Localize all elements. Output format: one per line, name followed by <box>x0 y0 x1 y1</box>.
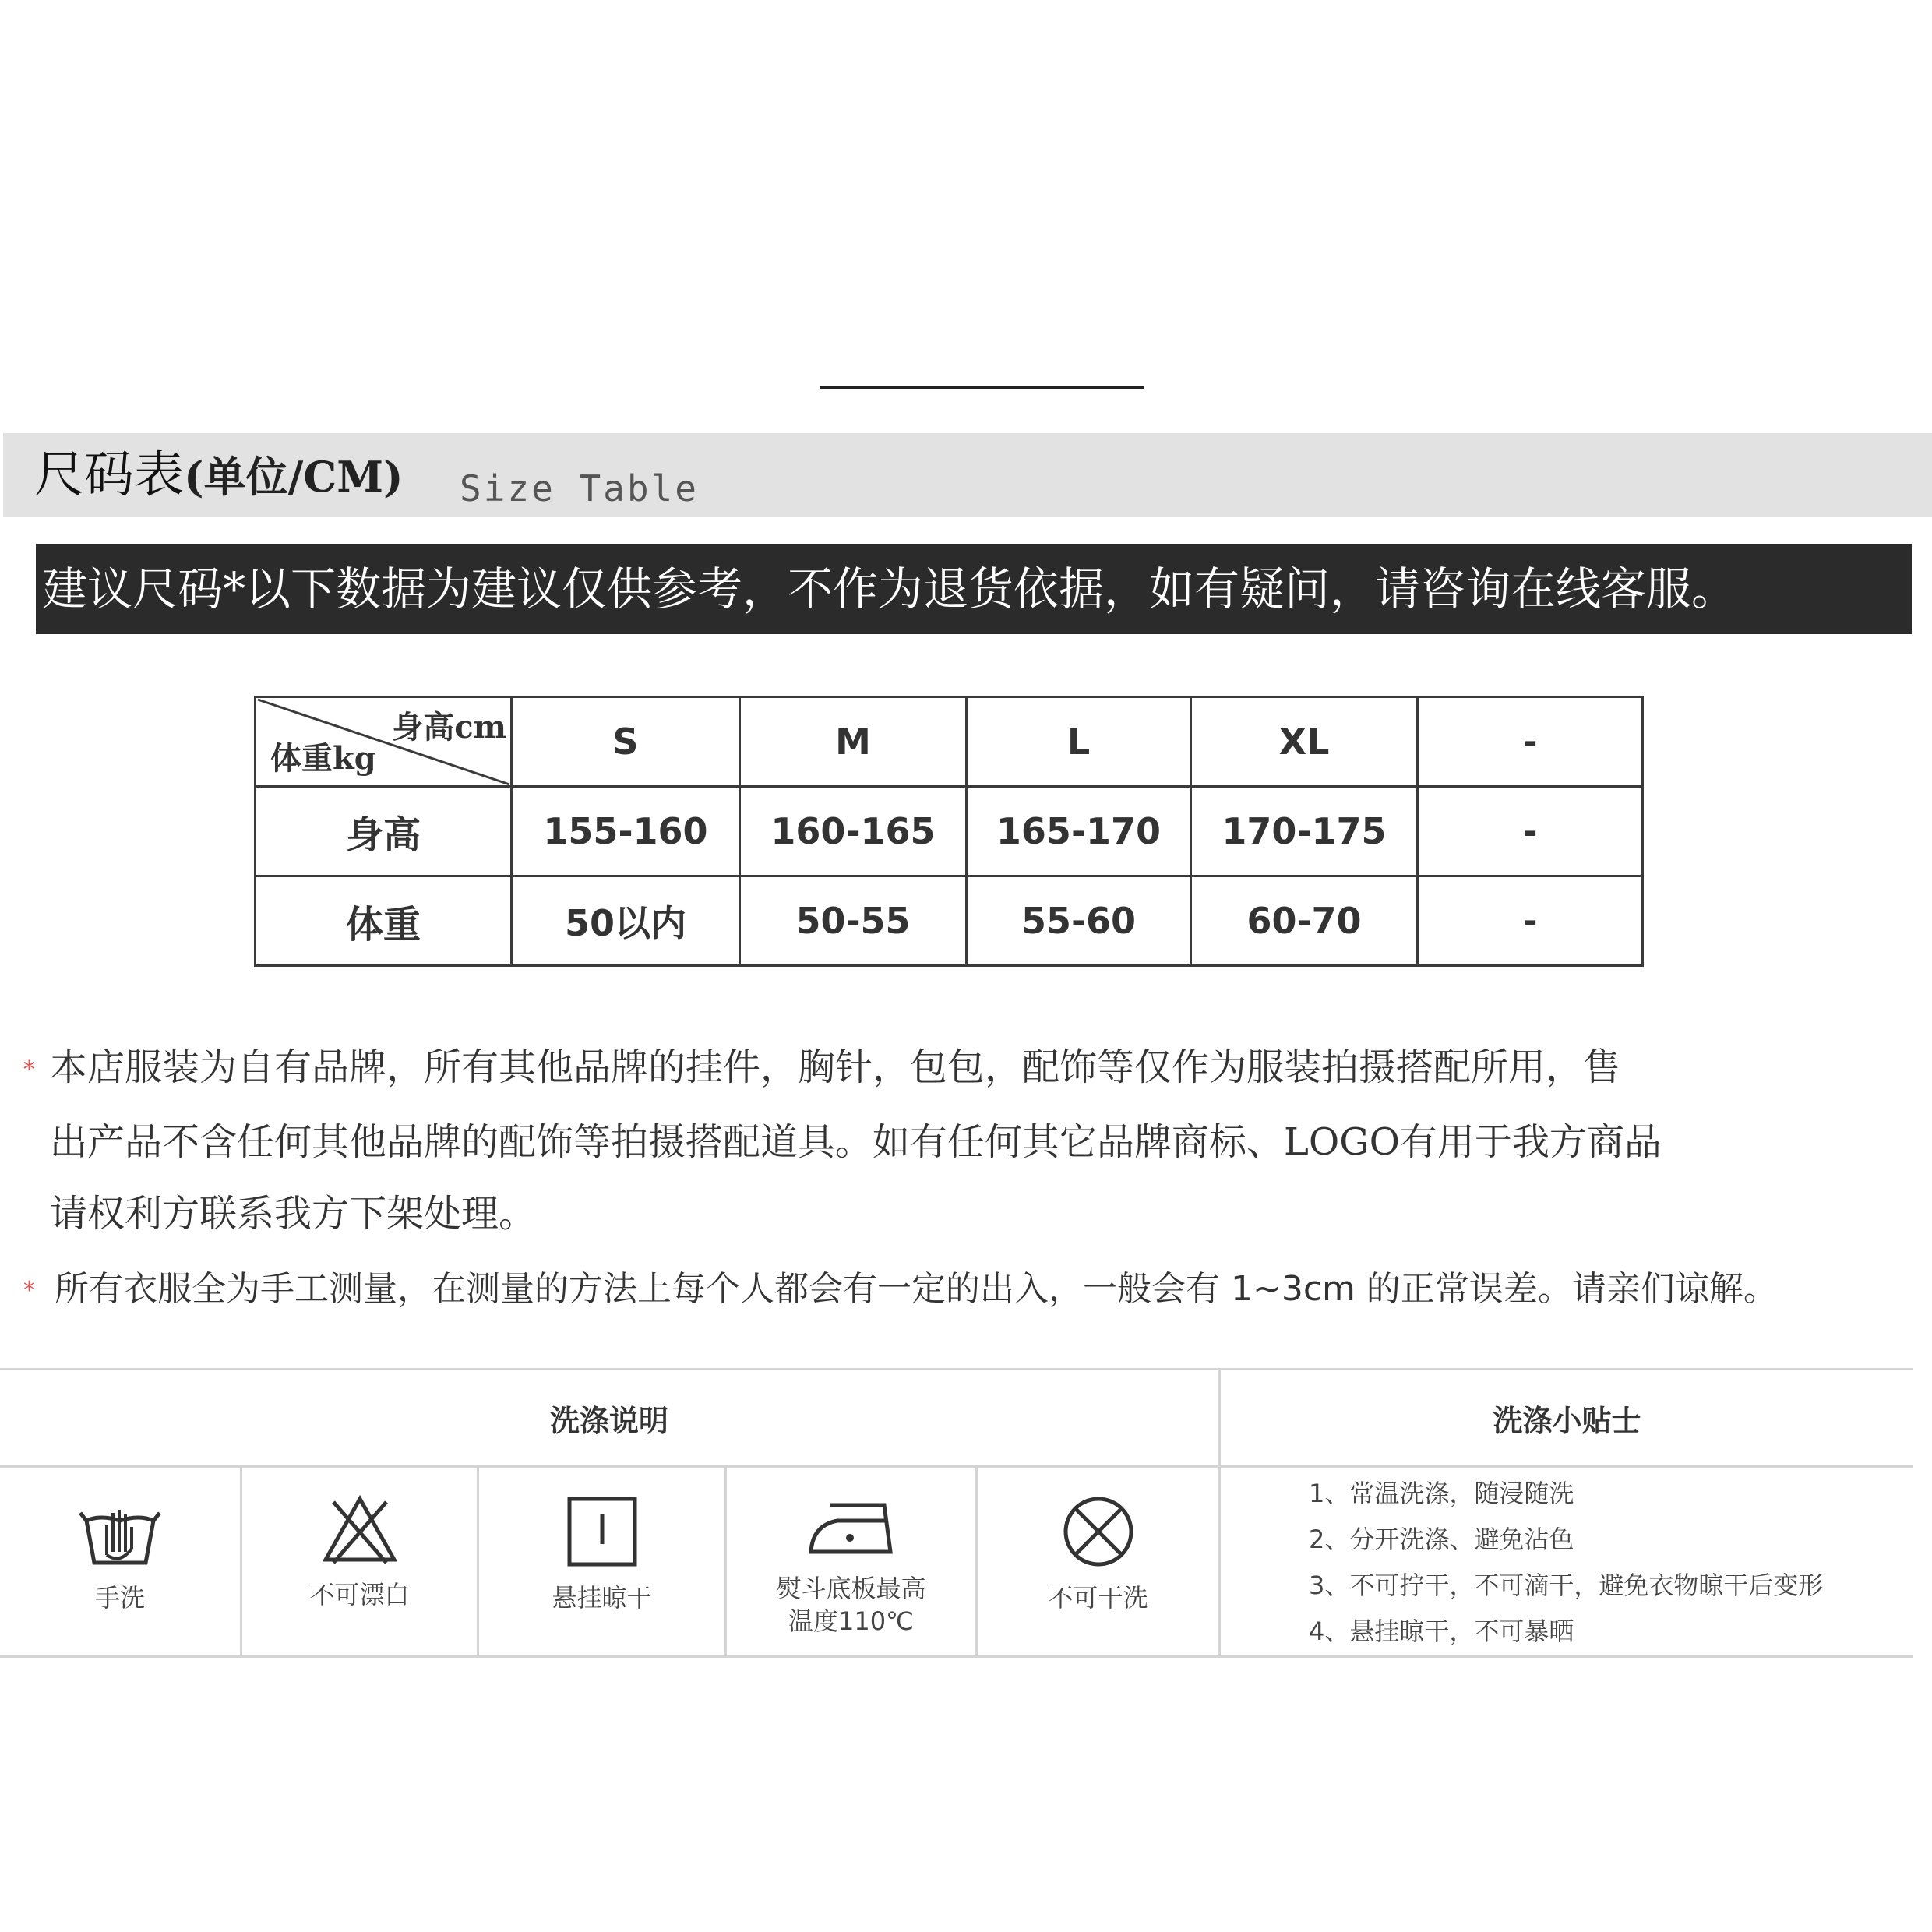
column-header: S <box>612 721 639 763</box>
column-header: M <box>835 721 871 763</box>
wash-tip: 1、常温洗涤，随浸随洗 <box>1309 1479 1574 1508</box>
corner-height-label: 身高cm <box>392 709 506 746</box>
wash-symbol-hand-wash <box>0 1468 240 1658</box>
wash-label: 熨斗底板最高 温度110℃ <box>776 1574 926 1636</box>
table-corner-cell <box>256 698 511 786</box>
table-cell: 50以内 <box>564 902 686 944</box>
brand-note-line: 请权利方联系我方下架处理。 <box>50 1191 537 1236</box>
brand-note <box>23 1031 1662 1250</box>
wash-instructions-header: 洗涤说明 <box>549 1403 668 1438</box>
hang-dry-icon <box>565 1494 640 1569</box>
corner-weight-label: 体重kg <box>270 740 376 777</box>
wash-tips-list <box>1309 1471 1823 1655</box>
wash-label: 不可漂白 <box>309 1580 410 1609</box>
title-en: Size Table <box>460 467 699 509</box>
table-cell: - <box>1522 810 1538 852</box>
measurement-note <box>23 1262 1778 1318</box>
size-table <box>254 696 1644 967</box>
table-cell: 50-55 <box>795 900 911 942</box>
wash-label: 悬挂晾干 <box>552 1583 652 1613</box>
wash-symbol-no-dry-clean <box>978 1468 1218 1658</box>
wash-tip: 3、不可拧干，不可滴干，避免衣物晾干后变形 <box>1309 1571 1824 1600</box>
table-cell: 60-70 <box>1246 900 1362 942</box>
iron-icon <box>806 1494 897 1560</box>
wash-label: 不可干洗 <box>1048 1583 1148 1613</box>
table-cell: 170-175 <box>1222 810 1387 852</box>
column-header: - <box>1522 721 1538 763</box>
wash-tips-header: 洗涤小贴士 <box>1493 1403 1641 1438</box>
row-label-weight: 体重 <box>345 902 421 947</box>
brand-note-line: 出产品不含任何其他品牌的配饰等拍摄搭配道具。如有任何其它品牌商标、LOGO有用于我方商品 <box>50 1119 1662 1164</box>
top-divider <box>820 386 1144 389</box>
wash-tip: 4、悬挂晾干，不可暴晒 <box>1309 1616 1574 1646</box>
no-bleach-icon <box>321 1494 399 1566</box>
row-label-height: 身高 <box>345 813 421 857</box>
table-cell: 155-160 <box>543 810 708 852</box>
table-cell: 165-170 <box>996 810 1162 852</box>
title-unit: (单位/CM) <box>184 452 404 502</box>
table-cell: 55-60 <box>1021 900 1137 942</box>
wash-symbol-iron <box>727 1468 975 1658</box>
wash-symbol-hang-dry <box>479 1468 724 1658</box>
no-dry-clean-icon <box>1061 1494 1136 1569</box>
table-cell: - <box>1522 900 1538 942</box>
notice-text: 建议尺码*以下数据为建议仅供参考，不作为退货依据，如有疑问，请咨询在线客服。 <box>42 562 1737 615</box>
column-header: L <box>1066 721 1091 763</box>
wash-tip: 2、分开洗涤、避免沾色 <box>1309 1525 1574 1554</box>
notice-bar <box>36 544 1912 634</box>
note-star-icon: * <box>23 1277 35 1304</box>
size-table-title <box>34 444 404 508</box>
measurement-note-text: 所有衣服全为手工测量，在测量的方法上每个人都会有一定的出入，一般会有 1~3cm 的正常误差。请亲们谅解。 <box>55 1269 1778 1309</box>
brand-note-line: * 本店服装为自有品牌，所有其他品牌的挂件，胸针，包包，配饰等仅作为服装拍摄搭配所用，售 <box>23 1031 1662 1106</box>
wash-label: 手洗 <box>94 1583 145 1613</box>
wash-symbol-no-bleach <box>242 1468 477 1658</box>
title-cn: 尺码表 <box>34 446 184 504</box>
note-star-icon: * <box>23 1056 35 1084</box>
hand-wash-icon <box>77 1494 163 1569</box>
table-cell: 160-165 <box>770 810 936 852</box>
column-header: XL <box>1278 721 1330 763</box>
